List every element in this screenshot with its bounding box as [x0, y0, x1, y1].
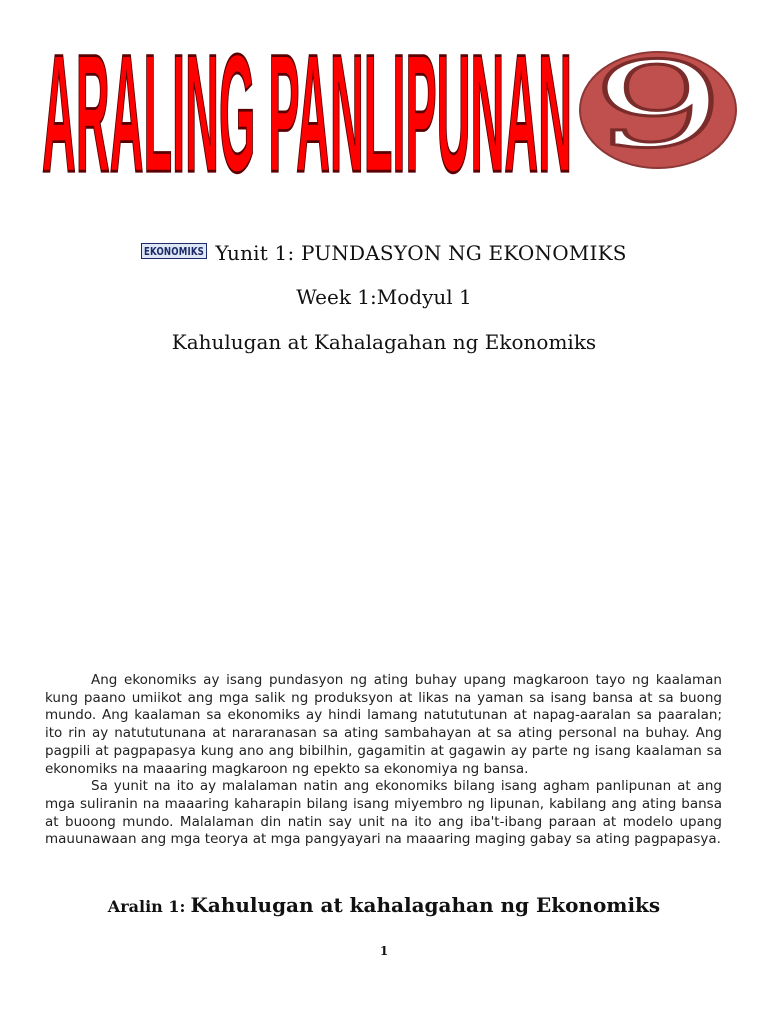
body-text: [45, 672, 722, 849]
unit-heading: [0, 240, 768, 265]
unit-title: Yunit 1: PUNDASYON NG EKONOMIKS: [215, 241, 627, 265]
page-title: [38, 19, 578, 207]
lesson-title: Kahulugan at kahalagahan ng Ekonomiks: [190, 893, 661, 917]
week-title: Week 1:Modyul 1: [296, 285, 472, 309]
lesson-label: Aralin 1: [107, 897, 180, 916]
grade-number: 9: [591, 37, 726, 175]
paragraph-2: Sa yunit na ito ay malalaman natin ang ekonomiks bilang isang agham panlipunan at ang mga suliranin na maaaring kaharapin bilang isang miyembro ng lipunan, kabilang ang ating bansa at buoong mundo. Malalaman din natin say unit na ito ang iba't-ibang paraan at modelo upang mauunawaan ang mga teorya at mga pangyayari na maaaring maging gabay sa ating pagpapasya.: [45, 778, 722, 848]
paragraph-1: Ang ekonomiks ay isang pundasyon ng ating buhay upang magkaroon tayo ng kaalaman kung paano umiikot ang mga salik ng produksyon at likas na yaman sa isang bansa at sa buong mundo. Ang kaalaman sa ekonomiks ay hindi lamang natututunan at napag-aaralan sa paaralan; ito rin ay natututunana at nararanasan sa ating sambahayan at sa ating personal na buhay. Ang pagpili at pagpapasya kung ano ang bibilhin, gagamitin at gagawin ay parte ng isang kaalaman sa ekonomiks na maaaring magkaroon ng epekto sa ekonomiya ng bansa.: [45, 672, 722, 777]
module-subtitle: Kahulugan at Kahalagahan ng Ekonomiks: [171, 330, 597, 354]
lesson-separator: :: [179, 897, 186, 916]
ekonomiks-logo-text: EKONOMIKS: [144, 245, 205, 258]
page-number: 1: [379, 944, 389, 958]
grade-badge: [578, 37, 740, 175]
lesson-heading: [0, 893, 768, 917]
ekonomiks-logo-icon: [141, 240, 207, 264]
title-text: ARALING PANLIPUNAN: [42, 19, 572, 207]
title-wordart: [38, 19, 578, 207]
